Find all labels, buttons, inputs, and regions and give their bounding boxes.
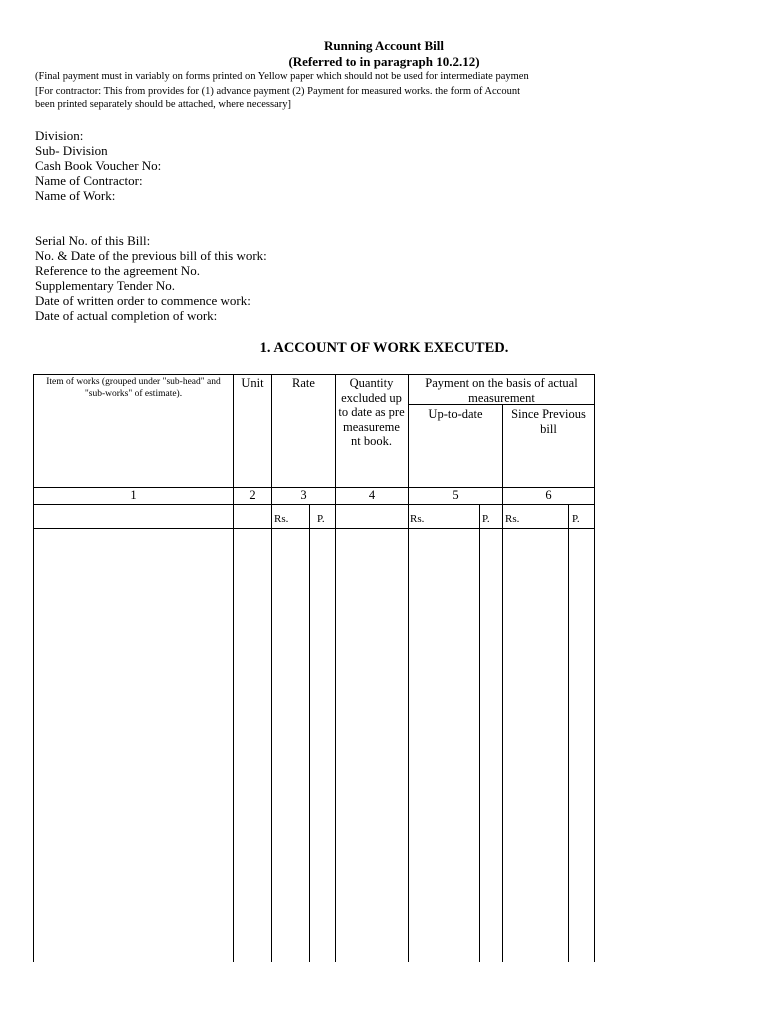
form-title: Running Account Bill <box>324 38 444 53</box>
col-divider <box>233 374 234 962</box>
division-label: Division: <box>35 128 84 143</box>
written-order-date-label: Date of written order to commence work: <box>35 293 251 308</box>
column-number: 4 <box>368 488 376 502</box>
sub-division-label: Sub- Division <box>35 143 108 158</box>
column-number: 1 <box>130 488 137 502</box>
supplementary-tender-label: Supplementary Tender No. <box>35 278 176 293</box>
rate-rupees-label: Rs. <box>274 513 289 525</box>
item-of-works-header: Item of works (grouped under "sub-head" and "sub-works" of estimate). <box>46 377 221 399</box>
agreement-reference-label: Reference to the agreement No. <box>35 263 200 278</box>
rate-header: Rate <box>292 376 315 390</box>
column-number: 2 <box>249 488 256 502</box>
col-divider <box>271 374 272 962</box>
uptodate-paise-divider <box>479 504 480 962</box>
uptodate-paise-label: P. <box>482 513 490 525</box>
column-number: 6 <box>545 488 552 502</box>
since-paise-label: P. <box>572 513 580 525</box>
previous-bill-label: No. & Date of the previous bill of this work: <box>35 248 267 263</box>
section-title: 1. ACCOUNT OF WORK EXECUTED. <box>259 340 509 356</box>
col-divider <box>335 374 336 962</box>
contractor-name-label: Name of Contractor: <box>35 173 143 188</box>
table-left-border <box>33 374 34 962</box>
contractor-note-continued: been printed separately should be attached, where necessary] <box>35 99 291 110</box>
table-top-border <box>33 374 594 375</box>
uptodate-header: Up-to-date <box>428 407 483 421</box>
payment-header: Payment on the basis of actual measurement <box>425 376 578 405</box>
col-divider <box>408 374 409 962</box>
unit-header: Unit <box>241 376 264 390</box>
number-row-rule <box>33 504 594 505</box>
quantity-header: Quantity excluded up to date as pre measureme nt book. <box>338 376 405 449</box>
column-number: 5 <box>452 488 459 502</box>
form-subtitle: (Referred to in paragraph 10.2.12) <box>288 54 480 69</box>
cash-book-voucher-label: Cash Book Voucher No: <box>35 158 162 173</box>
since-previous-bill-header: Since Previous bill <box>511 407 586 436</box>
contractor-note: [For contractor: This from provides for (1) advance payment (2) Payment for measured works. the form of Account <box>35 86 520 97</box>
final-payment-note: (Final payment must in variably on forms printed on Yellow paper which should not be used for intermediate paymen <box>35 71 529 82</box>
completion-date-label: Date of actual completion of work: <box>35 308 218 323</box>
column-number: 3 <box>300 488 307 502</box>
rate-paise-label: P. <box>317 513 325 525</box>
uptodate-rupees-label: Rs. <box>410 513 425 525</box>
rate-paise-divider <box>309 504 310 962</box>
serial-number-label: Serial No. of this Bill: <box>35 233 151 248</box>
table-right-border <box>594 374 595 962</box>
since-paise-divider <box>568 504 569 962</box>
since-rupees-label: Rs. <box>505 513 520 525</box>
currency-row-rule <box>33 528 594 529</box>
work-name-label: Name of Work: <box>35 188 116 203</box>
